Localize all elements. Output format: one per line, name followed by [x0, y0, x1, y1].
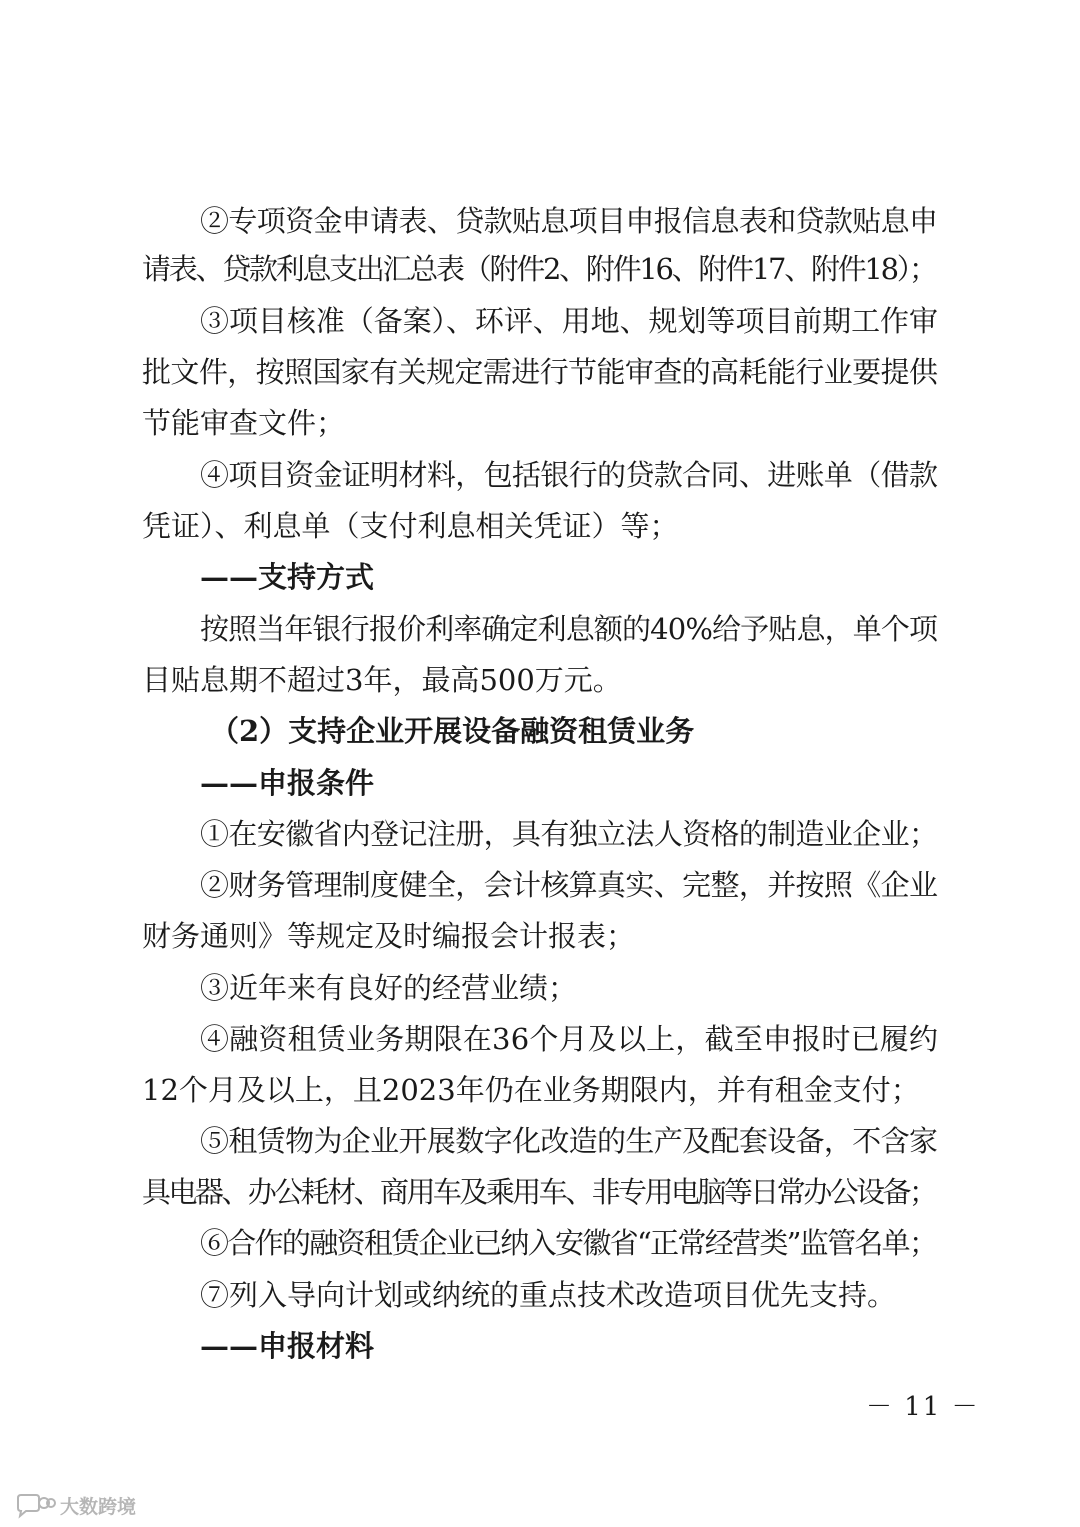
text-line: ——申报条件	[200, 766, 375, 800]
text-line: ——申报材料	[200, 1329, 375, 1363]
text-line: ⑦列入导向计划或纳统的重点技术改造项目优先支持。	[200, 1278, 897, 1312]
chat-bubble-icon	[14, 1493, 56, 1519]
text-line: 具电器、办公耗材、商用车及乘用车、非专用电脑等日常办公设备；	[142, 1175, 936, 1209]
text-line: 节能审查文件；	[142, 406, 346, 440]
text-line: 财务通则》等规定及时编报会计报表；	[142, 919, 636, 953]
text-line: 请表、贷款利息支出汇总表（附件2、附件16、附件17、附件18）；	[142, 252, 936, 286]
text-line: ③项目核准（备案）、环评、用地、规划等项目前期工作审	[200, 304, 938, 338]
text-line: ②财务管理制度健全，会计核算真实、完整，并按照《企业	[200, 868, 938, 902]
text-line: ⑥合作的融资租赁企业已纳入安徽省“正常经营类”监管名单；	[200, 1226, 937, 1260]
text-line: 按照当年银行报价利率确定利息额的40%给予贴息，单个项	[200, 612, 938, 646]
text-line: ——支持方式	[200, 560, 375, 594]
text-line: ⑤租赁物为企业开展数字化改造的生产及配套设备，不含家	[200, 1124, 938, 1158]
text-line: 12个月及以上，且2023年仍在业务期限内，并有租金支付；	[142, 1073, 920, 1107]
page-number: － 11 －	[866, 1392, 980, 1422]
text-line: ④项目资金证明材料，包括银行的贷款合同、进账单（借款	[200, 458, 938, 492]
text-line: （2）支持企业开展设备融资租赁业务	[210, 714, 695, 748]
text-line: 批文件，按照国家有关规定需进行节能审查的高耗能行业要提供	[142, 355, 938, 389]
watermark-text: 大数跨境	[60, 1496, 137, 1518]
text-line: ③近年来有良好的经营业绩；	[200, 971, 578, 1005]
text-line: ①在安徽省内登记注册，具有独立法人资格的制造业企业；	[200, 817, 938, 851]
text-line: 凭证）、利息单（支付利息相关凭证）等；	[142, 509, 679, 543]
text-line: ②专项资金申请表、贷款贴息项目申报信息表和贷款贴息申	[200, 204, 938, 238]
text-line: 目贴息期不超过3年，最高500万元。	[142, 663, 622, 697]
watermark	[14, 1492, 136, 1519]
text-line: ④融资租赁业务期限在36个月及以上，截至申报时已履约	[200, 1022, 939, 1056]
